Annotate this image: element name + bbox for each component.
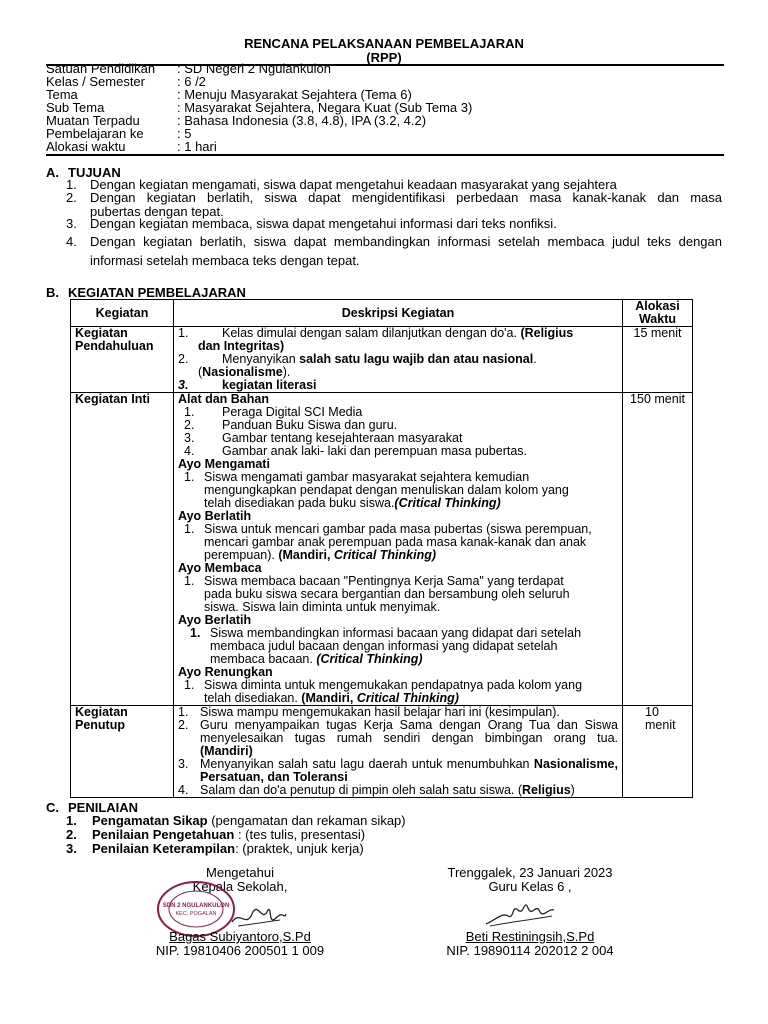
- column-header-kegiatan: Kegiatan: [71, 300, 174, 327]
- deskripsi-cell: [174, 327, 623, 393]
- column-header-deskripsi: Deskripsi Kegiatan: [174, 300, 623, 327]
- identity-row: Muatan Terpadu : Bahasa Indonesia (3.8, 4.8), IPA (3.2, 4.2): [46, 113, 427, 128]
- table-row-inti: [71, 393, 693, 706]
- signature-right-name: Beti Restiningsih,S.Pd: [465, 929, 595, 944]
- tujuan-item-continuation: informasi setelah membaca teks dengan tepat.: [90, 253, 360, 268]
- list-item: 1. Siswa mampu mengemukakan hasil belajar hari ini (kesimpulan).: [178, 705, 560, 719]
- document-subtitle: (RPP): [366, 50, 402, 65]
- list-item: 3. Gambar tentang kesejahteraan masyarakat: [184, 431, 463, 445]
- identity-row: Tema : Menuju Masyarakat Sejahtera (Tema 6): [46, 87, 412, 102]
- column-header-waktu: Alokasi Waktu: [623, 300, 693, 327]
- subheading-ayo-berlatih: Ayo Berlatih: [178, 509, 252, 523]
- penilaian-item: 1. Pengamatan Sikap (pengamatan dan rekaman sikap): [66, 813, 406, 828]
- waktu-cell: 15 menit: [623, 327, 693, 393]
- waktu-cell: 10 menit: [623, 706, 693, 798]
- signature-left-scribble: [228, 900, 288, 932]
- svg-text:SDN 2 NGULANKULON: SDN 2 NGULANKULON: [162, 903, 230, 909]
- section-kegiatan-heading: B. KEGIATAN PEMBELAJARAN: [46, 285, 246, 300]
- list-item: 1. Siswa membandingkan informasi bacaan yang didapat dari setelah membaca judul bacaan dengan informasi yang didapat setelah membaca bacaan. (Critical Thinking): [190, 626, 582, 666]
- list-item: 1. Siswa membaca bacaan "Pentingnya Kerja Sama" yang terdapat pada buku siswa secara bergantian dan bersambung oleh seluruh siswa. Siswa lain diminta untuk menyimak.: [184, 574, 570, 614]
- signature-left-nip: NIP. 19810406 200501 1 009: [155, 943, 325, 958]
- list-item: 3. Menyanyikan salah satu lagu daerah untuk menumbuhkan Nasionalisme, Persatuan, dan Toleransi: [178, 757, 618, 784]
- kegiatan-label: Kegiatan Penutup: [71, 706, 174, 798]
- document-title: RENCANA PELAKSANAAN PEMBELAJARAN: [244, 36, 524, 51]
- list-item: 2. Panduan Buku Siswa dan guru.: [184, 418, 398, 432]
- subheading-ayo-membaca: Ayo Membaca: [178, 561, 262, 575]
- kegiatan-table: [70, 299, 693, 798]
- list-item: 4. Salam dan do'a penutup di pimpin oleh salah satu siswa. (Religius): [178, 783, 575, 797]
- section-tujuan-heading: A. TUJUAN: [46, 165, 121, 180]
- identity-row: Satuan Pendidikan : SD Negeri 2 Ngulankulon: [46, 61, 331, 76]
- waktu-cell: 150 menit: [623, 393, 693, 706]
- signature-right-line1: Trenggalek, 23 Januari 2023: [447, 865, 613, 880]
- tujuan-item: 4. Dengan kegiatan berlatih, siswa dapat membandingkan informasi setelah membaca judul teks dengan: [66, 234, 722, 249]
- identity-row: Alokasi waktu : 1 hari: [46, 139, 217, 154]
- list-item: 2. Guru menyampaikan tugas Kerja Sama dengan Orang Tua dan Siswa menyelesaikan tugas rumah sendiri dengan bimbingan orang tua. (Mandiri): [178, 718, 618, 758]
- deskripsi-cell: [174, 393, 623, 706]
- signature-right-scribble: [482, 894, 558, 932]
- deskripsi-cell: [174, 706, 623, 798]
- subheading-ayo-mengamati: Ayo Mengamati: [178, 457, 270, 471]
- identity-row: Kelas / Semester : 6 /2: [46, 74, 206, 89]
- signature-left-line1: Mengetahui: [206, 865, 274, 880]
- list-item-continuation: (Nasionalisme).: [198, 365, 291, 379]
- identity-row: Sub Tema : Masyarakat Sejahtera, Negara Kuat (Sub Tema 3): [46, 100, 473, 115]
- signature-left-name: Bagas Subiyantoro,S.Pd: [169, 929, 311, 944]
- list-item: 1. Peraga Digital SCI Media: [184, 405, 363, 419]
- signature-right-nip: NIP. 19890114 202012 2 004: [446, 943, 614, 958]
- list-item: 1. Kelas dimulai dengan salam dilanjutkan dengan do'a. (Religius: [178, 326, 574, 340]
- list-item: 4. Gambar anak laki- laki dan perempuan masa pubertas.: [184, 444, 528, 458]
- list-item: 2. Menyanyikan salah satu lagu wajib dan atau nasional.: [178, 352, 537, 366]
- kegiatan-label: Kegiatan Inti: [71, 393, 174, 706]
- table-row-pendahuluan: [71, 327, 693, 393]
- identity-row: Pembelajaran ke : 5: [46, 126, 192, 141]
- tujuan-item: 2. Dengan kegiatan berlatih, siswa dapat mengidentifikasi perbedaan masa kanak-kanak dan masa pubertas dengan tepat.: [66, 190, 722, 219]
- tujuan-item: 3. Dengan kegiatan membaca, siswa dapat mengetahui informasi dari teks nonfiksi.: [66, 216, 557, 231]
- subheading-ayo-berlatih: Ayo Berlatih: [178, 613, 252, 627]
- kegiatan-label: Kegiatan Pendahuluan: [71, 327, 174, 393]
- list-item: 3. kegiatan literasi: [178, 378, 317, 392]
- signature-right-line2: Guru Kelas 6 ,: [488, 879, 572, 894]
- header-rule-bottom: [46, 154, 724, 156]
- list-item: 1. Siswa mengamati gambar masyarakat sejahtera kemudian mengungkapkan pendapat dengan menuliskan dalam kolom yang telah disediakan pada buku siswa.(Critical Thinking): [184, 470, 569, 510]
- list-item: 1. Siswa untuk mencari gambar pada masa pubertas (siswa perempuan, mencari gambar anak perempuan pada masa kanak-kanak dan anak perempuan). (Mandiri, Critical Thinking): [184, 522, 592, 562]
- list-item-continuation: dan Integritas): [198, 339, 285, 353]
- penilaian-item: 3. Penilaian Keterampilan: (praktek, unjuk kerja): [66, 841, 364, 856]
- svg-text:KEC. POGALAN: KEC. POGALAN: [175, 911, 217, 917]
- subheading-ayo-renungkan: Ayo Renungkan: [178, 665, 273, 679]
- list-item: 1. Siswa diminta untuk mengemukakan pendapatnya pada kolom yang telah disediakan. (Mandiri, Critical Thinking): [184, 678, 583, 705]
- subheading-alat-bahan: Alat dan Bahan: [178, 392, 269, 406]
- table-row-penutup: [71, 706, 693, 798]
- penilaian-item: 2. Penilaian Pengetahuan : (tes tulis, presentasi): [66, 827, 366, 842]
- tujuan-item: 1. Dengan kegiatan mengamati, siswa dapat mengetahui keadaan masyarakat yang sejahtera: [66, 177, 617, 192]
- signature-left-line2: Kepala Sekolah,: [192, 879, 288, 894]
- table-header-row: [71, 300, 693, 327]
- section-penilaian-heading: C. PENILAIAN: [46, 800, 139, 815]
